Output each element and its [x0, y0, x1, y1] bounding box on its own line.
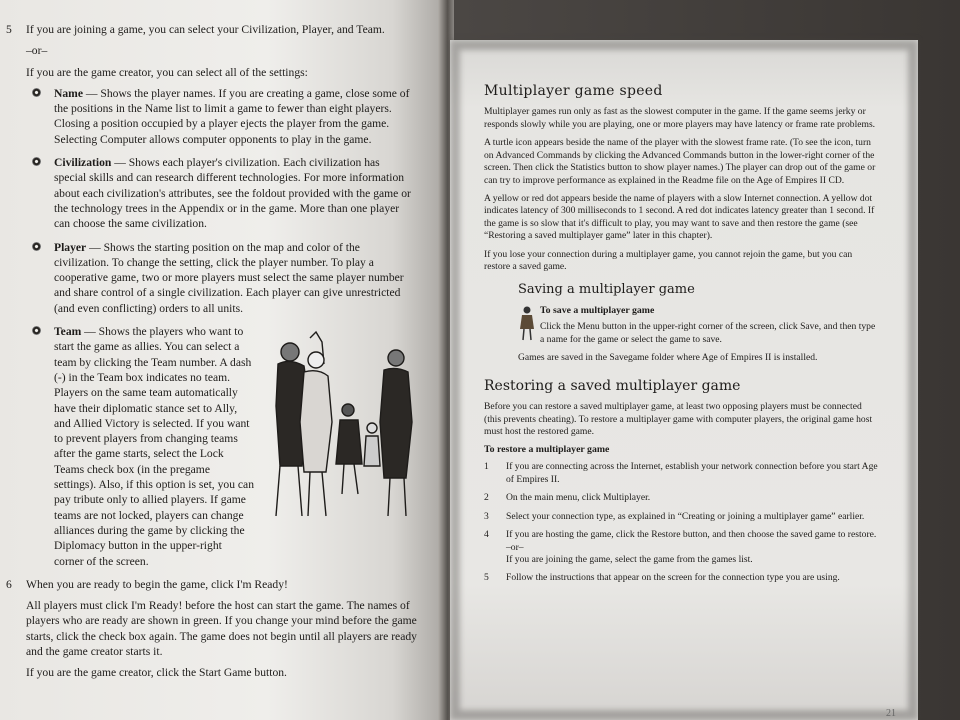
term: Civilization	[54, 156, 112, 170]
bullet-icon	[32, 88, 41, 97]
save-note: Games are saved in the Savegame folder where Age of Empires II is installed.	[518, 352, 818, 364]
villager-icon	[518, 305, 536, 341]
list-item	[484, 529, 878, 566]
step-number: 5	[484, 572, 489, 584]
right-page	[450, 40, 918, 720]
bullet-icon	[32, 157, 41, 166]
description: — Shows the player names. If you are creating a game, close some of the positions in the Name list to limit a game to fewer than eight players. Closing a position occupied by a player ejects the player from the game. Selecting Computer allows computer opponents to play in the game.	[54, 86, 410, 146]
step-number: 5	[6, 23, 12, 36]
list-item	[26, 324, 254, 569]
villagers-illustration	[258, 330, 428, 526]
list-item	[26, 86, 420, 147]
step-number: 1	[484, 461, 489, 473]
list-item	[26, 240, 420, 316]
procedure-title: To save a multiplayer game	[540, 304, 655, 316]
step-text: Select your connection type, as explained in “Creating or joining a multiplayer game” earlier.	[506, 510, 865, 522]
term: Name	[54, 86, 83, 100]
paragraph: If you lose your connection during a multiplayer game, you cannot rejoin the game, but you can restore a saved game.	[484, 248, 853, 273]
section-heading: Restoring a saved multiplayer game	[484, 377, 741, 394]
bullet-icon	[32, 326, 41, 335]
paragraph: Multiplayer games run only as fast as the slowest computer in the game. If the game seems jerky or responds slowly while you are playing, one or more players may have latency or frame rate problems.	[484, 106, 876, 130]
save-procedure	[484, 305, 878, 347]
ready-step: When you are ready to begin the game, click I'm Ready!	[26, 577, 288, 591]
start-text: If you are the game creator, click the Start Game button.	[26, 666, 287, 680]
list-item	[484, 572, 878, 584]
list-item	[484, 492, 878, 504]
term: Player	[54, 240, 87, 254]
term: Team	[54, 325, 82, 339]
description: — Shows the starting position on the map and color of the civilization. To change the setting, click the player number. To play a cooperative game, two or more players must select the same player number and share control of a single civilization. Each player can give unrestricted (and even conflicting) orders to all units.	[54, 240, 404, 315]
section-heading: Multiplayer game speed	[484, 83, 663, 99]
or-text: –or–	[506, 541, 524, 553]
ready-text: All players must click I'm Ready! before the host can start the game. The names of players who are ready are shown in green. If you change your mind before the game starts, click the check box again. The game does not begin until all players are ready and the game creator starts it.	[26, 599, 417, 658]
creator-text: If you are the game creator, you can select all of the settings:	[26, 65, 308, 79]
page-number: 21	[886, 708, 896, 719]
description: — Shows each player's civilization. Each civilization has special skills and can research different technologies. For more information about each civilization's attributes, see the foldout provided with the game or the technology trees in the Appendix or in the game. More than one player can choose the same civilization.	[54, 156, 411, 231]
paragraph: A yellow or red dot appears beside the name of players with a slow Internet connection. A yellow dot indicates latency of 300 milliseconds to 1 second. A red dot indicates latency greater than 1 second. If the game is so slow that it's difficult to play, you may want to save and then restore the game (see “Restoring a saved multiplayer game” later in this chapter).	[484, 193, 875, 242]
step-text: If you are connecting across the Internet, establish your network connection before you start Age of Empires II.	[506, 461, 878, 485]
join-text: If you are joining a game, you can select your Civilization, Player, and Team.	[26, 23, 385, 36]
list-item	[484, 461, 878, 486]
step-number: 3	[484, 510, 489, 522]
restore-steps	[484, 461, 878, 585]
step-number: 4	[484, 529, 489, 541]
list-item	[484, 511, 878, 523]
paragraph: Before you can restore a saved multiplayer game, at least two opposing players must be connected (this prevents cheating). To restore a multiplayer game with computer players, the original game host must host the restored game.	[484, 401, 873, 437]
step-text: If you are hosting the game, click the Restore button, and then choose the saved game to restore.	[506, 529, 877, 541]
join-text: If you are joining the game, select the game from the games list.	[506, 553, 753, 565]
step-text: On the main menu, click Multiplayer.	[506, 492, 651, 504]
paragraph: A turtle icon appears beside the name of the player with the slowest frame rate. (To see the icon, turn on Advanced Commands by clicking the Advanced Commands button in the lower-right corner of the screen. Then click the Statistics button to show player names.) The player can drop out of the game or can try to improve performance as explained in the Readme file on the Age of Empires II CD.	[484, 137, 876, 186]
description: — Shows the players who want to start the game as allies. You can select a team by clicking the Team number. A dash (-) in the Team box indicates no team. Players on the same team automatically have their diplomatic stance set to Ally, and Allied Victory is selected. If you want to prevent players from changing teams after the game starts, select the Lock Teams check box (in the pregame settings). Also, if this option is set, you can pay tribute only to allied players. If game teams are not locked, players can change alliances during the game by clicking the Diplomacy button in the upper-right corner of the screen.	[54, 325, 254, 568]
bullet-icon	[32, 242, 41, 251]
procedure-text: Click the Menu button in the upper-right corner of the screen, click Save, and then type a name for the game or select the game to save.	[540, 321, 876, 345]
procedure-title: To restore a multiplayer game	[484, 444, 610, 456]
or-text: –or–	[26, 44, 48, 58]
step-text: Follow the instructions that appear on the screen for the connection type you are using.	[506, 572, 840, 584]
step-number: 6	[6, 577, 12, 591]
step-number: 2	[484, 492, 489, 504]
section-heading: Saving a multiplayer game	[518, 281, 695, 297]
list-item	[26, 155, 420, 231]
